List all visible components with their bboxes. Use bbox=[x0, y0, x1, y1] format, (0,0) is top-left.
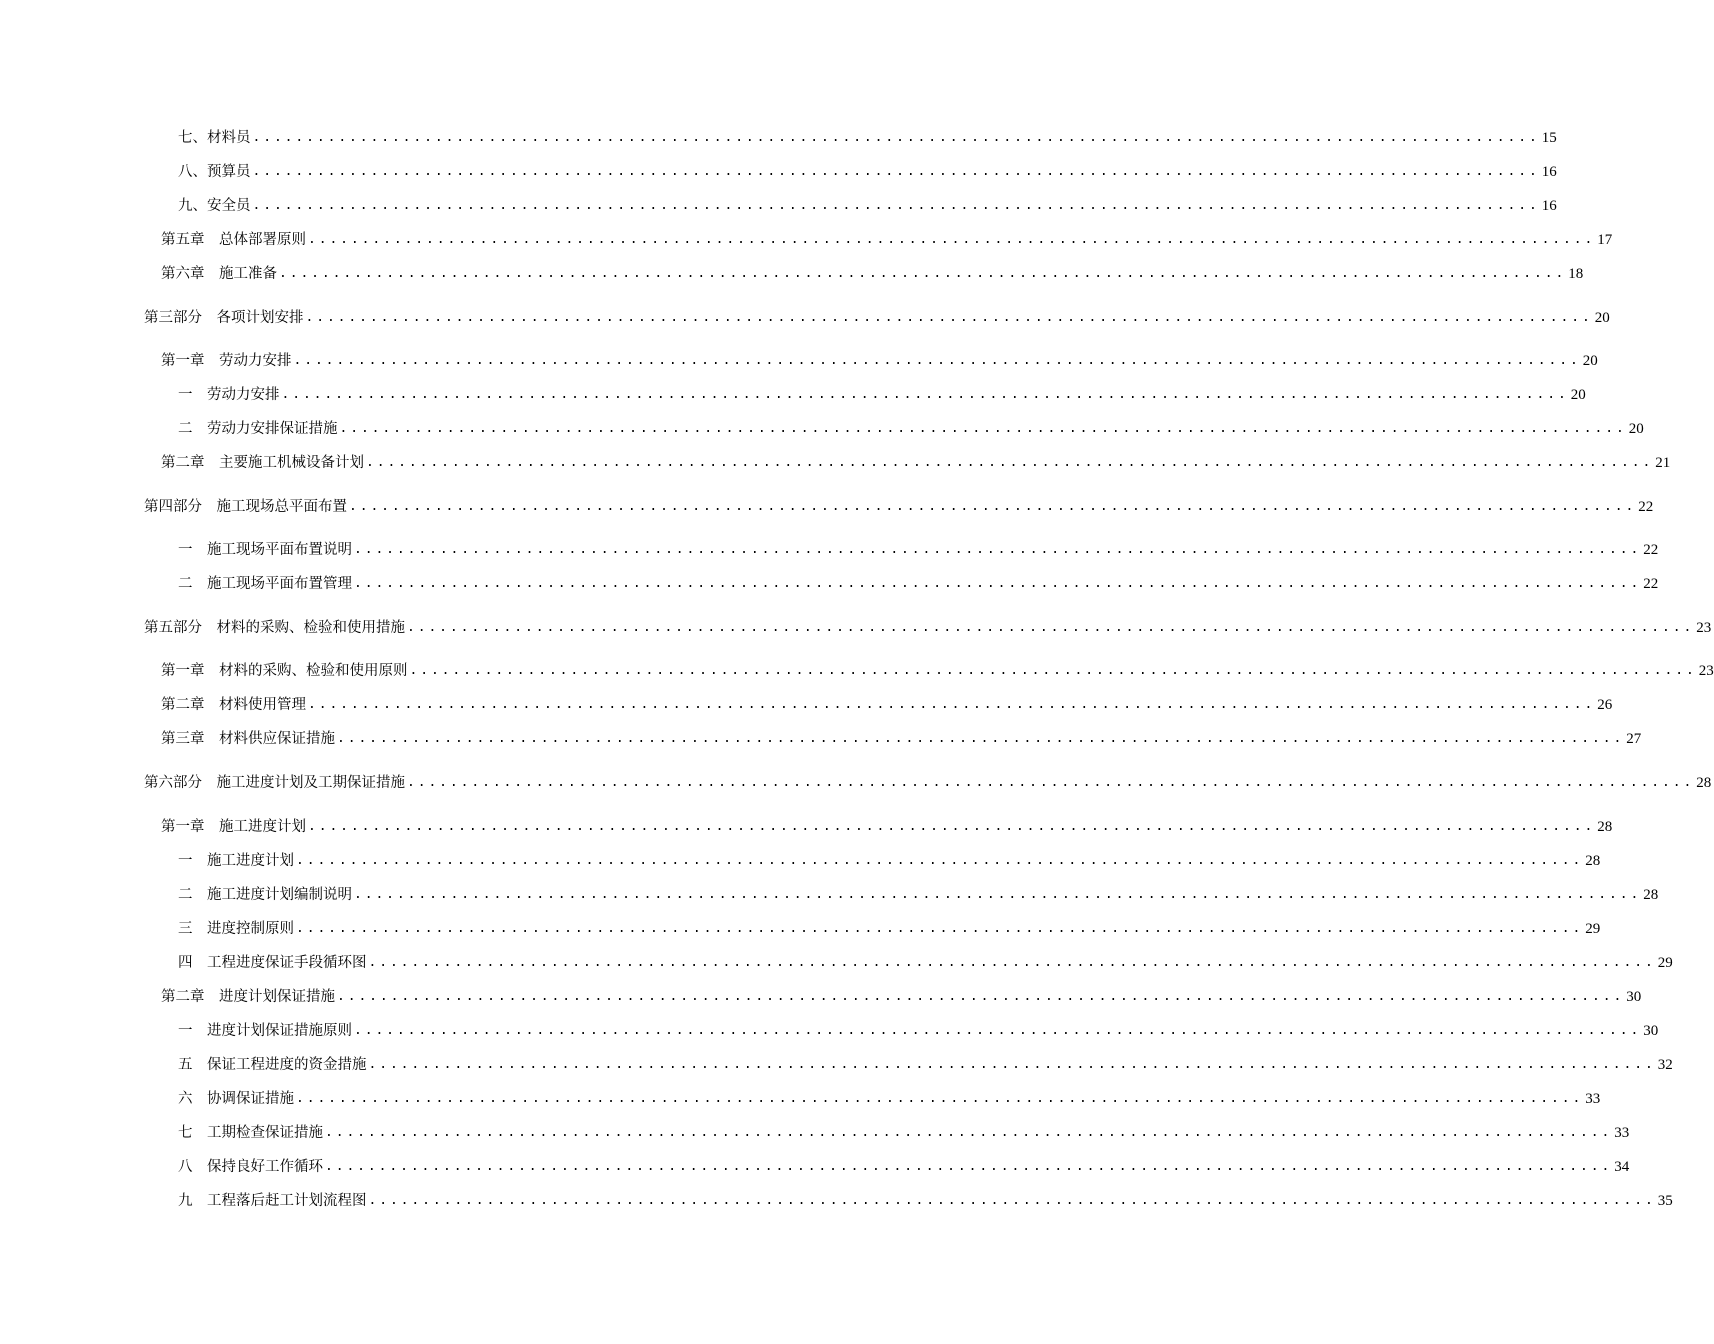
toc-leader-dots: ........................................................................................................................ bbox=[368, 1057, 1656, 1072]
toc-entry[interactable] bbox=[178, 883, 1659, 907]
toc-leader-dots: ........................................................................................................................ bbox=[337, 989, 1625, 1004]
toc-leader-dots: ........................................................................................................................ bbox=[252, 198, 1540, 213]
toc-entry[interactable] bbox=[178, 1087, 1601, 1111]
toc-entry-page: 20 bbox=[1582, 353, 1598, 369]
toc-entry[interactable] bbox=[178, 126, 1557, 150]
toc-entry-title: 第二章 主要施工机械设备计划 bbox=[161, 455, 364, 471]
toc-leader-dots: ........................................................................................................................ bbox=[368, 955, 1656, 970]
toc-leader-dots: ........................................................................................................................ bbox=[407, 775, 1695, 790]
toc-entry-title: 第二章 材料使用管理 bbox=[161, 697, 306, 713]
toc-entry[interactable] bbox=[161, 985, 1642, 1009]
toc-entry[interactable] bbox=[178, 951, 1673, 975]
toc-entry[interactable] bbox=[178, 1019, 1659, 1043]
toc-entry-title: 第六部分 施工进度计划及工期保证措施 bbox=[144, 775, 405, 791]
toc-entry[interactable] bbox=[144, 616, 1712, 640]
toc-entry[interactable] bbox=[178, 194, 1557, 218]
toc-entry[interactable] bbox=[161, 659, 1714, 683]
toc-entry[interactable] bbox=[178, 1053, 1673, 1077]
toc-entry-page: 28 bbox=[1585, 853, 1601, 869]
toc-entry[interactable] bbox=[178, 383, 1586, 407]
toc-entry[interactable] bbox=[178, 1155, 1630, 1179]
toc-entry-page: 22 bbox=[1643, 576, 1659, 592]
toc-entry[interactable] bbox=[178, 417, 1644, 441]
toc-entry-title: 四 工程进度保证手段循环图 bbox=[178, 955, 367, 971]
toc-entry[interactable] bbox=[161, 349, 1598, 373]
toc-entry[interactable] bbox=[178, 572, 1659, 596]
toc-leader-dots: ........................................................................................................................ bbox=[252, 164, 1540, 179]
toc-entry-title: 第一章 劳动力安排 bbox=[161, 353, 292, 369]
toc-entry-page: 29 bbox=[1585, 921, 1601, 937]
toc-entry-page: 29 bbox=[1657, 955, 1673, 971]
toc-entry-page: 20 bbox=[1628, 421, 1644, 437]
toc-entry-page: 26 bbox=[1597, 697, 1613, 713]
toc-leader-dots: ........................................................................................................................ bbox=[366, 455, 1654, 470]
toc-leader-dots: ........................................................................................................................ bbox=[296, 853, 1584, 868]
toc-entry-page: 22 bbox=[1638, 499, 1654, 515]
toc-entry-page: 28 bbox=[1643, 887, 1659, 903]
toc-leader-dots: ........................................................................................................................ bbox=[325, 1159, 1613, 1174]
toc-leader-dots: ........................................................................................................................ bbox=[305, 310, 1593, 325]
toc-entry-page: 17 bbox=[1597, 232, 1613, 248]
toc-entry-page: 27 bbox=[1626, 731, 1642, 747]
toc-entry-page: 28 bbox=[1696, 775, 1712, 791]
toc-entry-page: 15 bbox=[1541, 130, 1557, 146]
toc-entry-title: 七、材料员 bbox=[178, 130, 251, 146]
toc-leader-dots: ........................................................................................................................ bbox=[281, 387, 1569, 402]
toc-entry[interactable] bbox=[178, 917, 1601, 941]
toc-leader-dots: ........................................................................................................................ bbox=[325, 1125, 1613, 1140]
toc-entry-title: 二 施工进度计划编制说明 bbox=[178, 887, 352, 903]
toc-entry-title: 一 进度计划保证措施原则 bbox=[178, 1023, 352, 1039]
toc-entry-title: 第一章 施工进度计划 bbox=[161, 819, 306, 835]
toc-leader-dots: ........................................................................................................................ bbox=[409, 663, 1697, 678]
toc-entry[interactable] bbox=[161, 727, 1642, 751]
toc-leader-dots: ........................................................................................................................ bbox=[308, 697, 1596, 712]
toc-entry-page: 16 bbox=[1541, 164, 1557, 180]
toc-entry-title: 第五部分 材料的采购、检验和使用措施 bbox=[144, 620, 405, 636]
toc-entry-title: 三 进度控制原则 bbox=[178, 921, 294, 937]
toc-entry[interactable] bbox=[161, 815, 1613, 839]
toc-entry[interactable] bbox=[161, 262, 1584, 286]
toc-entry-page: 20 bbox=[1594, 310, 1610, 326]
toc-entry-title: 五 保证工程进度的资金措施 bbox=[178, 1057, 367, 1073]
toc-entry[interactable] bbox=[178, 849, 1601, 873]
toc-entry-title: 第二章 进度计划保证措施 bbox=[161, 989, 335, 1005]
toc-entry-page: 33 bbox=[1614, 1125, 1630, 1141]
toc-entry-title: 七 工期检查保证措施 bbox=[178, 1125, 323, 1141]
toc-leader-dots: ........................................................................................................................ bbox=[308, 819, 1596, 834]
toc-entry-page: 34 bbox=[1614, 1159, 1630, 1175]
toc-entry-page: 30 bbox=[1643, 1023, 1659, 1039]
toc-leader-dots: ........................................................................................................................ bbox=[296, 1091, 1584, 1106]
toc-entry-title: 九 工程落后赶工计划流程图 bbox=[178, 1193, 367, 1209]
toc-leader-dots: ........................................................................................................................ bbox=[293, 353, 1581, 368]
toc-entry-title: 一 施工进度计划 bbox=[178, 853, 294, 869]
toc-entry-page: 30 bbox=[1626, 989, 1642, 1005]
toc-entry[interactable] bbox=[161, 228, 1613, 252]
toc-entry-page: 18 bbox=[1568, 266, 1584, 282]
toc-leader-dots: ........................................................................................................................ bbox=[279, 266, 1567, 281]
toc-leader-dots: ........................................................................................................................ bbox=[337, 731, 1625, 746]
toc-entry[interactable] bbox=[161, 693, 1613, 717]
toc-leader-dots: ........................................................................................................................ bbox=[354, 1023, 1642, 1038]
toc-entry[interactable] bbox=[161, 451, 1671, 475]
toc-entry-page: 16 bbox=[1541, 198, 1557, 214]
toc-entry-title: 九、安全员 bbox=[178, 198, 251, 214]
toc-entry-page: 32 bbox=[1657, 1057, 1673, 1073]
toc-entry-page: 22 bbox=[1643, 542, 1659, 558]
toc-entry[interactable] bbox=[178, 1121, 1630, 1145]
toc-entry-title: 一 劳动力安排 bbox=[178, 387, 280, 403]
toc-entry-title: 第三章 材料供应保证措施 bbox=[161, 731, 335, 747]
toc-leader-dots: ........................................................................................................................ bbox=[368, 1193, 1656, 1208]
toc-entry-title: 第五章 总体部署原则 bbox=[161, 232, 306, 248]
toc-entry-title: 八 保持良好工作循环 bbox=[178, 1159, 323, 1175]
toc-entry-title: 二 劳动力安排保证措施 bbox=[178, 421, 338, 437]
toc-entry-title: 第四部分 施工现场总平面布置 bbox=[144, 499, 347, 515]
toc-leader-dots: ........................................................................................................................ bbox=[252, 130, 1540, 145]
toc-entry-title: 六 协调保证措施 bbox=[178, 1091, 294, 1107]
toc-entry[interactable] bbox=[144, 306, 1610, 330]
toc-leader-dots: ........................................................................................................................ bbox=[308, 232, 1596, 247]
toc-leader-dots: ........................................................................................................................ bbox=[296, 921, 1584, 936]
toc-entry-title: 一 施工现场平面布置说明 bbox=[178, 542, 352, 558]
toc-entry-page: 20 bbox=[1570, 387, 1586, 403]
toc-entry-title: 二 施工现场平面布置管理 bbox=[178, 576, 352, 592]
toc-entry-page: 28 bbox=[1597, 819, 1613, 835]
toc-entry[interactable] bbox=[178, 538, 1659, 562]
toc-leader-dots: ........................................................................................................................ bbox=[354, 576, 1642, 591]
toc-entry-title: 第三部分 各项计划安排 bbox=[144, 310, 304, 326]
toc-entry-page: 23 bbox=[1696, 620, 1712, 636]
toc-entry-page: 21 bbox=[1655, 455, 1671, 471]
toc-leader-dots: ........................................................................................................................ bbox=[354, 887, 1642, 902]
toc-entry[interactable] bbox=[178, 1189, 1673, 1213]
toc-entry-page: 35 bbox=[1657, 1193, 1673, 1209]
toc-entry-title: 第一章 材料的采购、检验和使用原则 bbox=[161, 663, 408, 679]
toc-entry-title: 第六章 施工准备 bbox=[161, 266, 277, 282]
toc-leader-dots: ........................................................................................................................ bbox=[354, 542, 1642, 557]
toc-entry[interactable] bbox=[178, 160, 1557, 184]
toc-leader-dots: ........................................................................................................................ bbox=[407, 620, 1695, 635]
toc-leader-dots: ........................................................................................................................ bbox=[349, 499, 1637, 514]
toc-entry[interactable] bbox=[144, 495, 1654, 519]
toc-entry-page: 33 bbox=[1585, 1091, 1601, 1107]
toc-entry-title: 八、预算员 bbox=[178, 164, 251, 180]
toc-leader-dots: ........................................................................................................................ bbox=[339, 421, 1627, 436]
toc-entry[interactable] bbox=[144, 771, 1712, 795]
toc-entry-page: 23 bbox=[1698, 663, 1714, 679]
